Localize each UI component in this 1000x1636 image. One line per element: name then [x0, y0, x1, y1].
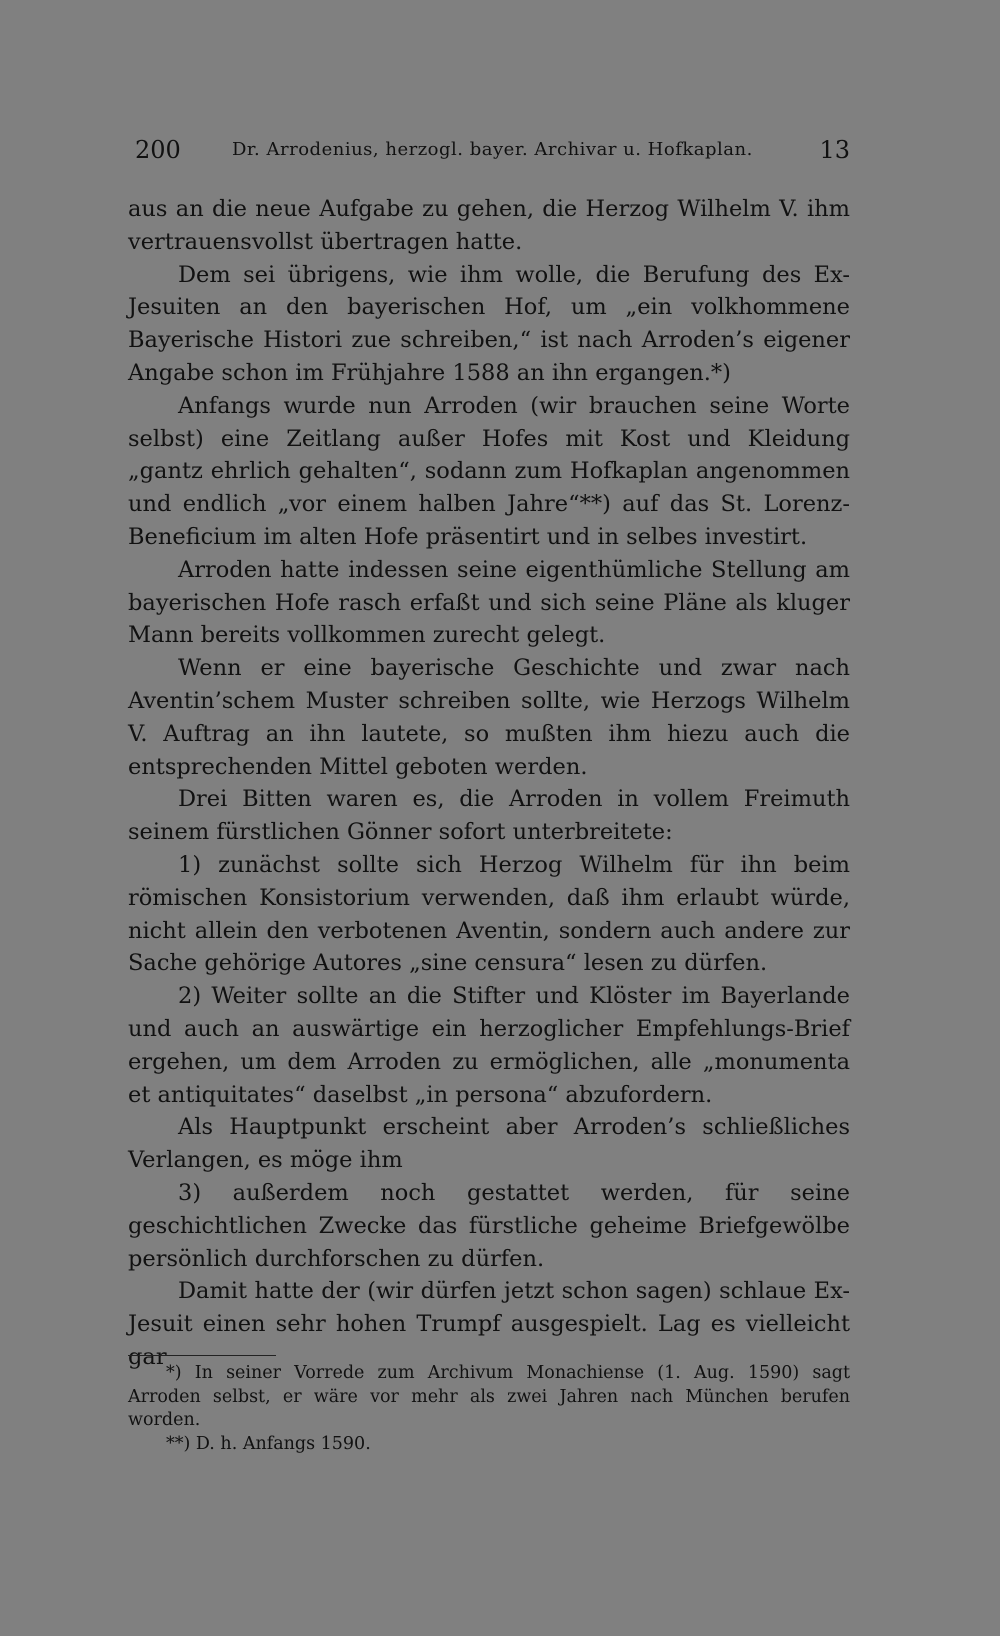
footnotes: [128, 1362, 850, 1456]
paragraph-4: Arroden hatte indessen seine eigenthümliche Stellung am bayerischen Hofe rasch erfaßt und sich seine Pläne als kluger Mann bereits vollkommen zurecht gelegt.: [128, 556, 850, 649]
paragraph-8: Damit hatte der (wir dürfen jetzt schon sagen) schlaue Ex-Jesuit einen sehr hohen Trumpf ausgespielt. Lag es vielleicht gar: [128, 1278, 850, 1370]
paragraph-5: Wenn er eine bayerische Geschichte und zwar nach Aventin’schem Muster schreiben sollte, wie Herzogs Wilhelm V. Auftrag an ihn lautete, so mußten ihm hiezu auch die entsprechenden Mittel geboten werden.: [128, 655, 850, 780]
footnote-2: **) D. h. Anfangs 1590.: [166, 1433, 371, 1454]
list-item-1: 1) zunächst sollte sich Herzog Wilhelm für ihn beim römischen Konsistorium verwenden, daß ihm erlaubt würde, nicht allein den verbotenen Aventin, sondern auch andere zur Sache gehörige Autores „sine censura“ lesen zu dürfen.: [128, 851, 850, 977]
page-header: [135, 136, 850, 172]
footnote-divider: [128, 1355, 276, 1356]
running-title: Dr. Arrodenius, herzogl. bayer. Archivar u. Hofkaplan.: [232, 139, 753, 160]
paragraph-6: Drei Bitten waren es, die Arroden in vollem Freimuth seinem fürstlichen Gönner sofort unterbreitete:: [128, 786, 850, 846]
paragraph-7: Als Hauptpunkt erscheint aber Arroden’s schließliches Verlangen, es möge ihm: [128, 1114, 850, 1174]
list-item-3: 3) außerdem noch gestattet werden, für seine geschichtlichen Zwecke das fürstliche geheime Briefgewölbe persönlich durchforschen zu dürfen.: [128, 1179, 850, 1272]
page-number: 200: [135, 136, 181, 164]
body-text: [128, 193, 850, 1374]
list-item-2: 2) Weiter sollte an die Stifter und Klöster im Bayerlande und auch an auswärtige ein herzoglicher Empfehlungs-Brief ergehen, um dem Arroden zu ermöglichen, alle „monumenta et antiquitates“ daselbst „in persona“ abzufordern.: [128, 983, 850, 1108]
paragraph-3: Anfangs wurde nun Arroden (wir brauchen seine Worte selbst) eine Zeitlang außer Hofes mit Kost und Kleidung „gantz ehrlich gehalten“, sodann zum Hofkaplan angenommen und endlich „vor einem halben Jahre“**) auf das St. Lorenz-Beneficium im alten Hofe präsentirt und in selbes investirt.: [128, 392, 850, 550]
paragraph-2: Dem sei übrigens, wie ihm wolle, die Berufung des Ex-Jesuiten an den bayerischen Hof, um „ein volkhommene Bayerische Histori zue schreiben,“ ist nach Arroden’s eigener Angabe schon im Frühjahre 1588 an ihn ergangen.*): [128, 261, 850, 386]
paragraph-1: aus an die neue Aufgabe zu gehen, die Herzog Wilhelm V. ihm vertrauensvollst übertragen hatte.: [128, 196, 850, 255]
signature-mark: 13: [819, 136, 850, 164]
footnote-1: *) In seiner Vorrede zum Archivum Monachiense (1. Aug. 1590) sagt Arroden selbst, er wäre vor mehr als zwei Jahren nach München berufen worden.: [128, 1363, 850, 1430]
